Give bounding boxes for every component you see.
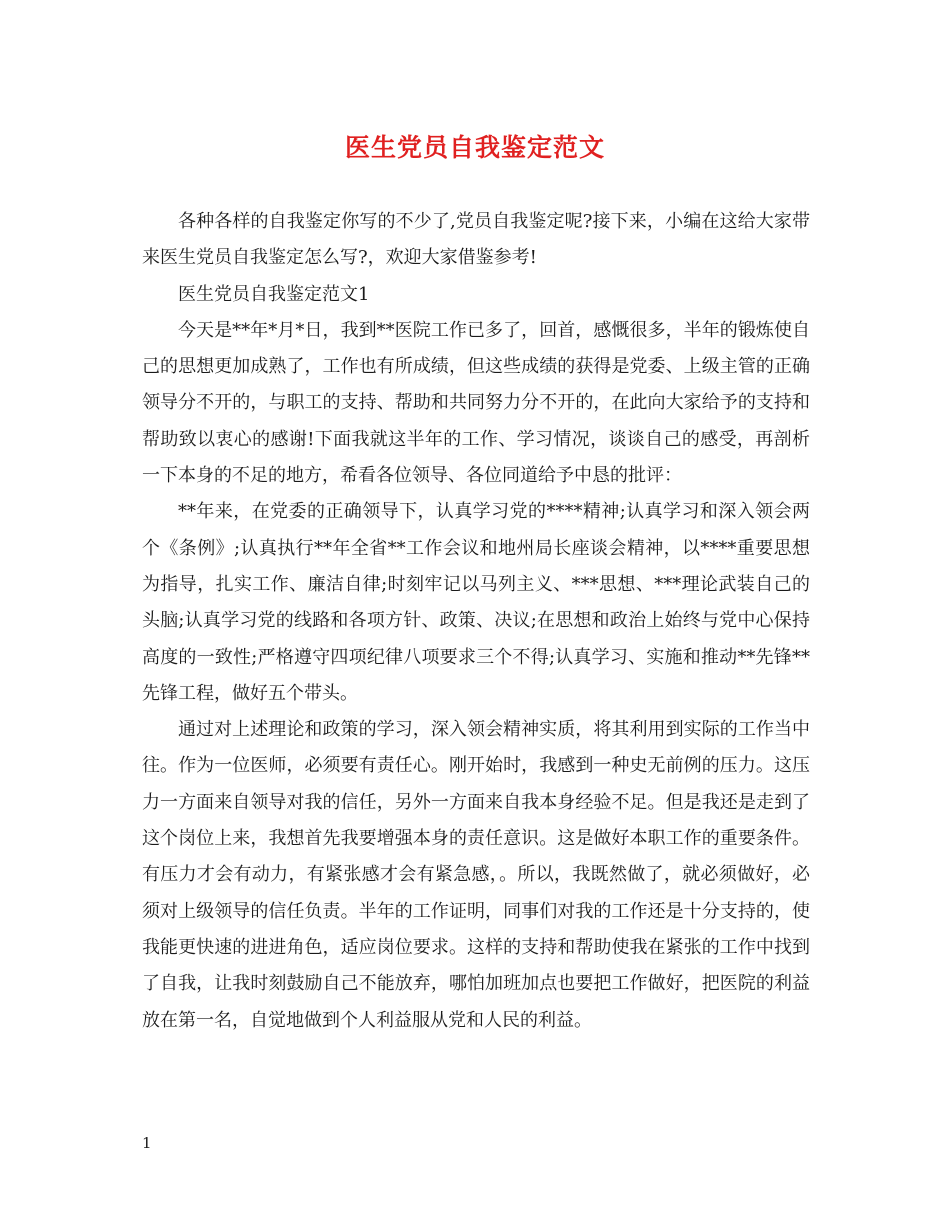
page-number: 1 xyxy=(142,1134,152,1152)
document-title: 医生党员自我鉴定范文 xyxy=(344,133,605,162)
body-paragraph: 通过对上述理论和政策的学习，深入领会精神实质，将其利用到实际的工作当中往。作为一位医师，必须要有责任心。刚开始时，我感到一种史无前例的压力。这压力一方面来自领导对我的信任，另外一方面来自我本身经验不足。但是我还是走到了这个岗位上来，我想首先我要增强本身的责任意识。这是做好本职工作的重要条件。有压力才会有动力，有紧张感才会有紧急感，。所以，我既然做了，就必须做好，必须对上级领导的信任负责。半年的工作证明，同事们对我的工作还是十分支持的，使我能更快速的进进角色，适应岗位要求。这样的支持和帮助使我在紧张的工作中找到了自我，让我时刻鼓励自己不能放弃，哪怕加班加点也要把工作做好，把医院的利益放在第一名，自觉地做到个人利益服从党和人民的利益。 xyxy=(142,719,810,1031)
body-paragraph: 今天是**年*月*日，我到**医院工作已多了，回首，感慨很多，半年的锻炼使自己的思想更加成熟了，工作也有所成绩，但这些成绩的获得是党委、上级主管的正确领导分不开的，与职工的支持、帮助和共同努力分不开的，在此向大家给予的支持和帮助致以衷心的感谢!下面我就这半年的工作、学习情况，谈谈自己的感受，再剖析一下本身的不足的地方，希看各位领导、各位同道给予中恳的批评： xyxy=(142,319,810,487)
intro-paragraph: 各种各样的自我鉴定你写的不少了,党员自我鉴定呢?接下来，小编在这给大家带来医生党员自我鉴定怎么写?，欢迎大家借鉴参考! xyxy=(142,211,810,269)
section-heading: 医生党员自我鉴定范文1 xyxy=(178,283,370,305)
body-paragraph: **年来，在党委的正确领导下，认真学习党的****精神;认真学习和深入领会两个《条例》;认真执行**年全省**工作会议和地州局长座谈会精神，以****重要思想为指导，扎实工作、廉洁自律;时刻牢记以马列主义、***思想、***理论武装自己的头脑;认真学习党的线路和各项方针、政策、决议;在思想和政治上始终与党中心保持高度的一致性;严格遵守四项纪律八项要求三个不得;认真学习、实施和推动**先锋**先锋工程，做好五个带头。 xyxy=(142,501,810,704)
document-body xyxy=(142,204,810,1039)
